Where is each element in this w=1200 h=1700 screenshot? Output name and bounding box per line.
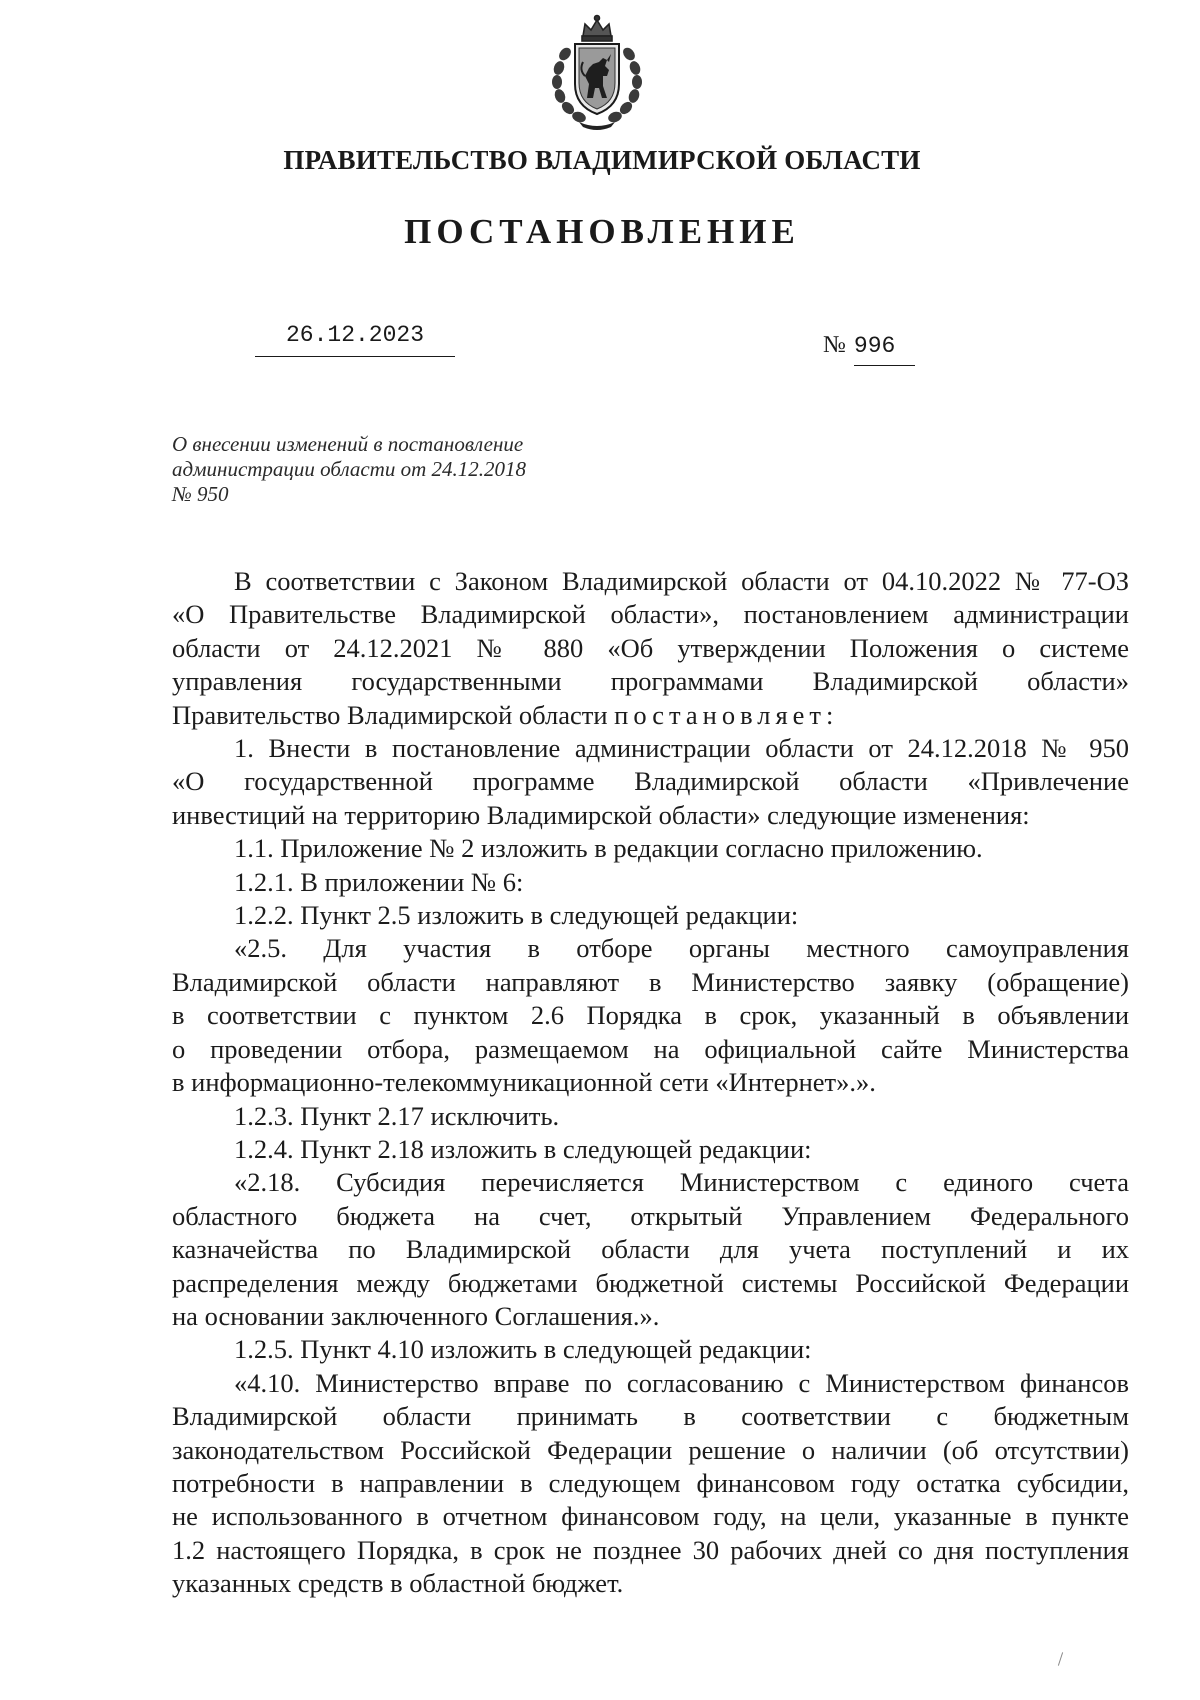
body-line: потребности в направлении в следующем финансовом году остатка субсидии, [172, 1467, 1129, 1498]
body-line: «2.18. Субсидия перечисляется Министерством с единого счета [234, 1167, 1129, 1198]
document-subject [172, 432, 592, 507]
body-line: о проведении отбора, размещаемом на официальной сайте Министерства [172, 1033, 1129, 1064]
resolves-word: постановляет: [614, 699, 839, 730]
coat-of-arms-icon [545, 14, 649, 132]
body-line: 1.2.4. Пункт 2.18 изложить в следующей редакции: [234, 1133, 812, 1164]
body-line: указанных средств в областной бюджет. [172, 1568, 624, 1599]
body-line: «О Правительстве Владимирской области», постановлением администрации [172, 599, 1129, 630]
body-line [172, 699, 1129, 732]
body-line: 1.2.2. Пункт 2.5 изложить в следующей редакции: [234, 900, 799, 931]
body-line: казначейства по Владимирской области для учета поступлений и их [172, 1234, 1129, 1265]
document-number [823, 332, 915, 366]
body-line: инвестиций на территорию Владимирской области» следующие изменения: [172, 799, 1030, 830]
document-type-title: ПОСТАНОВЛЕНИЕ [404, 212, 800, 251]
body-line: 1.1. Приложение № 2 изложить в редакции согласно приложению. [234, 833, 983, 864]
body-line: законодательством Российской Федерации решение о наличии (об отсутствии) [172, 1434, 1129, 1465]
subject-line: О внесении изменений в постановление [172, 432, 524, 456]
subject-line: № 950 [172, 482, 229, 506]
body-line: 1. Внести в постановление администрации области от 24.12.2018 № 950 [234, 733, 1129, 764]
number-sign: № [823, 332, 846, 358]
subject-line: администрации области от 24.12.2018 [172, 457, 527, 481]
body-line: 1.2 настоящего Порядка, в срок не позднее 30 рабочих дней со дня поступления [172, 1534, 1129, 1565]
body-line: Владимирской области направляют в Министерство заявку (обращение) [172, 966, 1129, 997]
body-line: «2.5. Для участия в отборе органы местного самоуправления [234, 933, 1129, 964]
body-line: «О государственной программе Владимирской области «Привлечение [172, 766, 1129, 797]
body-line: в соответствии с пунктом 2.6 Порядка в срок, указанный в объявлении [172, 1000, 1129, 1031]
document-date: 26.12.2023 [255, 322, 455, 357]
body-line: распределения между бюджетами бюджетной системы Российской Федерации [172, 1267, 1129, 1298]
body-line: областного бюджета на счет, открытый Управлением Федерального [172, 1200, 1129, 1231]
document-body [172, 565, 1129, 1601]
body-line: в информационно-телекоммуникационной сети «Интернет».». [172, 1067, 876, 1098]
body-line: В соответствии с Законом Владимирской области от 04.10.2022 № 77-ОЗ [234, 566, 1129, 596]
body-line: Владимирской области принимать в соответствии с бюджетным [172, 1401, 1129, 1432]
body-line: «4.10. Министерство вправе по согласованию с Министерством финансов [234, 1367, 1129, 1398]
scan-mark [1058, 1652, 1063, 1666]
body-line: 1.2.3. Пункт 2.17 исключить. [234, 1100, 560, 1131]
number-value: 996 [854, 333, 915, 366]
organization-title: ПРАВИТЕЛЬСТВО ВЛАДИМИРСКОЙ ОБЛАСТИ [283, 145, 921, 175]
body-line: 1.2.5. Пункт 4.10 изложить в следующей редакции: [234, 1334, 812, 1365]
body-line: 1.2.1. В приложении № 6: [234, 866, 524, 897]
body-line: управления государственными программами Владимирской области» [172, 666, 1129, 697]
body-line: области от 24.12.2021 № 880 «Об утверждении Положения о системе [172, 632, 1129, 663]
body-line: на основании заключенного Соглашения.». [172, 1300, 660, 1331]
body-line: не использованного в отчетном финансовом году, на цели, указанные в пункте [172, 1501, 1129, 1532]
body-text: Правительство Владимирской области [172, 699, 615, 730]
